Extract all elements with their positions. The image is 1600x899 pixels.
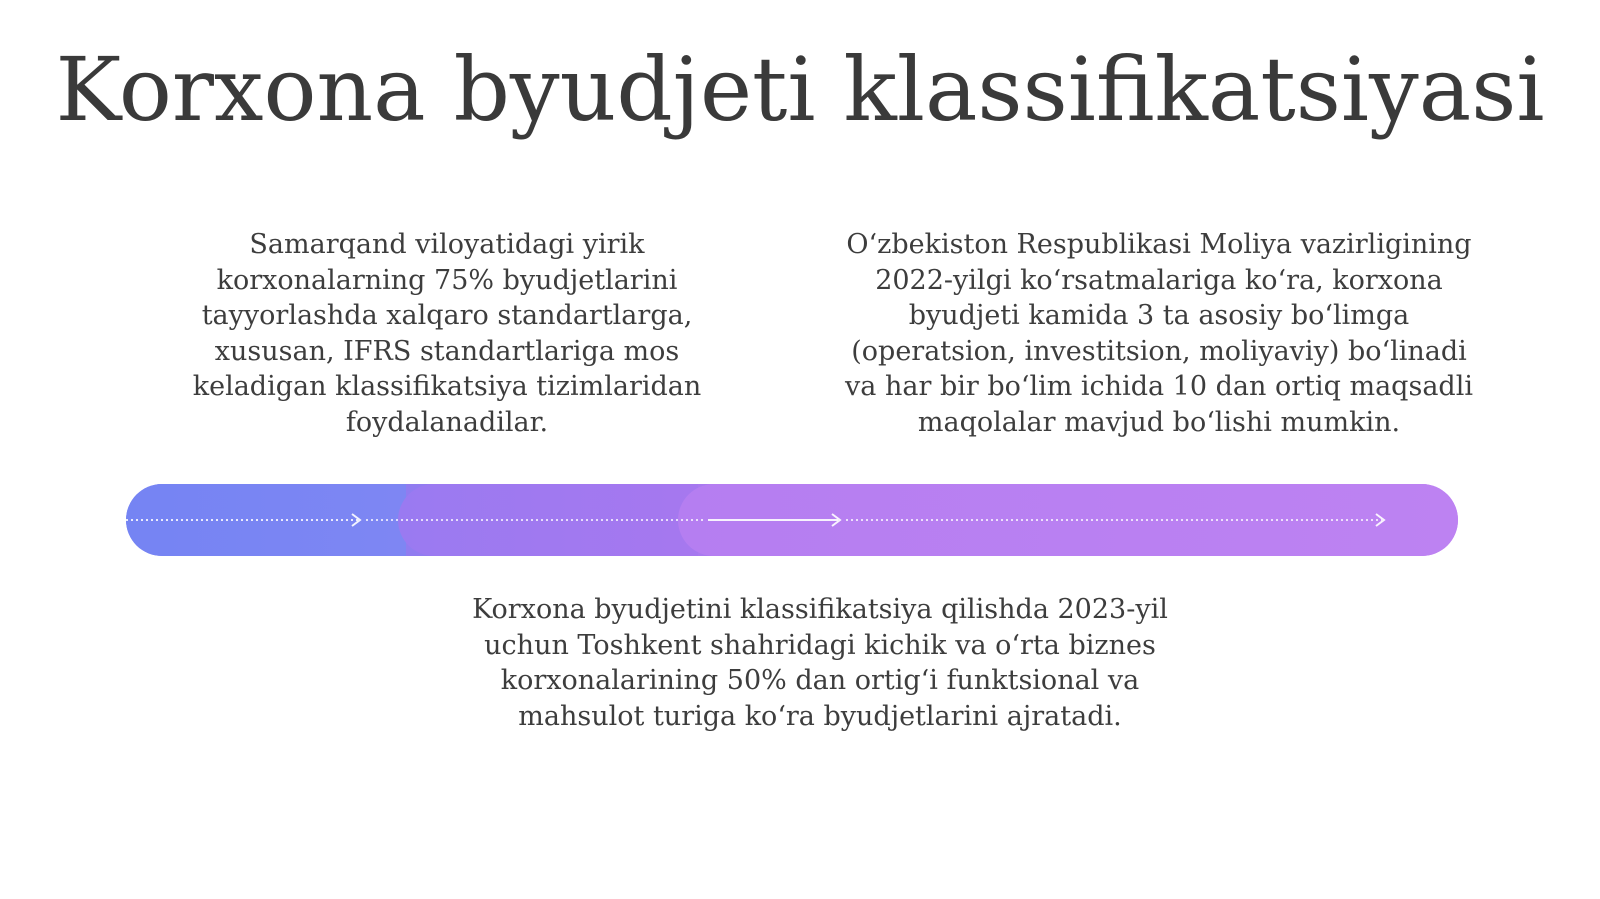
timeline-bar <box>126 484 1458 556</box>
paragraph-left: Samarqand viloyatidagi yirik korxonalarning 75% byudjetlarini tayyorlashda xalqaro standartlarga, xususan, IFRS standartlariga mos keladigan klassifikatsiya tizimlaridan foydalanadilar. <box>192 229 702 438</box>
paragraph-bottom: Korxona byudjetini klassifikatsiya qilishda 2023-yil uchun Toshkent shahridagi kichik va o‘rta biznes korxonalarining 50% dan ortig‘i funktsional va mahsulot turiga ko‘ra byudjetlarini ajratadi. <box>472 594 1168 732</box>
paragraph-right: O‘zbekiston Respublikasi Moliya vazirligining 2022-yilgi ko‘rsatmalariga ko‘ra, korxona byudjeti kamida 3 ta asosiy bo‘limga (operatsion, investitsion, moliyaviy) bo‘linadi va har bir bo‘lim ichida 10 dan ortiq maqsadli maqolalar mavjud bo‘lishi mumkin. <box>845 229 1473 438</box>
timeline-arrows <box>126 484 1458 556</box>
slide-title: Korxona byudjeti klassifikatsiyasi <box>55 38 1545 141</box>
